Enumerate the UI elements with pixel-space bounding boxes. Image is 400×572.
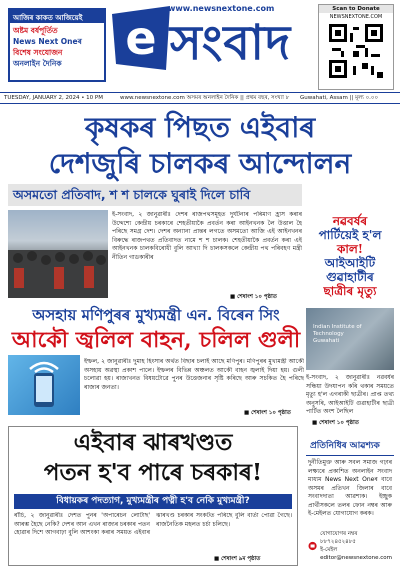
- side-body: ই-সংবাদ, ২ জানুৱাৰীঃ নৱবৰ্ষৰ সন্ধিয়া উদযাপন কৰি থকাৰ সময়তে মৃত্যু হ'ল এগৰাকী ছাত্ৰীৰ। প্ৰাপ্ত তথ্য অনুসৰি, আইআইটি গুৱাহাটীৰ ছাত্ৰী পাৰ্টিত অংশ লৈছিল: [306, 374, 394, 415]
- notice-title: প্ৰতিনিধিৰ আৱশ্যক: [306, 436, 394, 456]
- side-story: [306, 214, 394, 322]
- qr-site: NEWSNEXTONE.COM: [329, 14, 383, 20]
- side-headline-line: আইআইটি: [324, 256, 376, 270]
- photo-caption: Indian Institute of Technology Guwahati: [313, 324, 362, 344]
- manipur-headline: আকৌ জ্বলিল বাহন, চলিল গুলী: [11, 327, 301, 353]
- promo-line: News Next Oneৰ: [13, 37, 82, 46]
- qr-donate[interactable]: [318, 4, 394, 90]
- promo-line: অনলাইন দৈনিক: [13, 59, 62, 68]
- lead-headline: [0, 110, 400, 182]
- crowd-photo-icon: [8, 210, 108, 298]
- manipur-continued[interactable]: ■ শেষাংশ ১০ পৃষ্ঠাত: [244, 410, 291, 416]
- lead-subhead: অসমতো প্ৰতিবাদ, শ শ চালকে ঘুৰাই দিলে চাবি: [8, 184, 302, 206]
- side-headline-line: গুৱাহাটীৰ: [326, 270, 374, 284]
- side-headline-line: পাৰ্টিয়েই হ'ল: [318, 228, 382, 242]
- newspaper-logo-icon: [308, 537, 317, 555]
- promo-box: [8, 8, 106, 82]
- jharkhand-body: ৰাঁচি, ২ জানুৱাৰীঃ দেশত পুনৰ 'অপাৰেচন লোটাছ' আৰম্ভ হৈছে নেকি? দেশৰ আন এখন ৰাজ্যৰ চৰকাৰ পতন হোৱাৰ দিশে আগবাঢ়া বুলি আশংকা কৰাৰ সময়ত এইবাৰ ঝাৰখণ্ড চৰকাৰ সংকটত পৰিছে বুলি বাৰ্তা পোৱা গৈছে। ৰাজনৈতিক মহলত চৰ্চা চলিছে।: [14, 512, 292, 536]
- side-photo: [306, 308, 394, 370]
- notice-box: [306, 436, 394, 566]
- manipur-body: ইম্ফল, ২ জানুৱাৰীঃ দুমাহ হিংসাৰ অৰ্থত বিছাৰ চলাই আছে মণিপুৰ। মণিপুৰৰ মুখ্যমন্ত্ৰী আকৌ অসহায় অৱস্থা প্ৰকাশ পালে। ইম্ফলৰ বিভিন্ন অঞ্চলত আকৌ বাহন জ্বলাই দিয়া হয়। গুলী চলোৱা হয়। ৰাজ্যখনত বিষয়টোৱে পুনৰ উত্তেজনাৰ সৃষ্টি কৰিছে আৰু সচকিত হৈ পৰিছে ৰাজ্যৰ জনতা।: [84, 358, 304, 391]
- notice-email-label: ই-মেইল: [320, 547, 338, 553]
- manipur-photo: [8, 355, 80, 415]
- jharkhand-continued[interactable]: ■ শেষাংশ ৯ম পৃষ্ঠাত: [214, 556, 261, 562]
- lead-photo: [8, 210, 108, 298]
- qr-label: Scan to Donate: [319, 5, 393, 13]
- lead-headline-line: দেশজুৰি চালকৰ আন্দোলন: [48, 147, 352, 180]
- jharkhand-subhead: বিধায়কৰ পদত্যাগ, মুখ্যমন্ত্ৰীৰ পত্নী হ'ব নেকি মুখ্যমন্ত্ৰী?: [14, 494, 292, 509]
- promo-line: বিশেষ সংযোজন: [13, 48, 63, 57]
- dateline-location: Guwahati, Assam || মূল্য ০.০০: [300, 95, 379, 101]
- dateline-date: TUESDAY, JANUARY 2, 2024 • 10 PM: [4, 95, 103, 101]
- side-headline-line: কাল!: [336, 242, 364, 256]
- wifi-phone-icon: [8, 355, 80, 415]
- notice-phone[interactable]: ৮৮৭২৪৫২৪৮৫: [320, 539, 356, 545]
- logo-e-icon: [110, 4, 172, 74]
- manipur-kicker: অসহায় মণিপুৰৰ মুখ্যমন্ত্ৰী এন. বিৰেন সিং: [32, 306, 280, 324]
- masthead-title: সংবাদ: [170, 15, 292, 71]
- site-url[interactable]: www.newsnextone.com: [168, 4, 275, 13]
- promo-tag: আজিৰ কাকত আজিয়েই: [10, 10, 104, 23]
- notice-email[interactable]: editor@newsnextone.com: [320, 555, 392, 561]
- lead-body: ই-সংবাদ, ২ জানুৱাৰীঃ দেশৰ ৰাজপথসমূহত দুৰ্ঘটনাৰ পৰিমাণ হ্ৰাস কৰাৰ উদ্দেশ্যে কেন্দ্ৰীয় চৰকাৰে শেহতীয়াকৈ প্ৰবৰ্তন কৰা আইনখনক লৈ উত্তাল হৈ পৰিছে সমগ্ৰ দেশ। দেশৰ অন্যান্য প্ৰান্তৰ লগতে অসমতো আজি এই আইনখনৰ বিৰুদ্ধে ৰাজপথত প্ৰতিবাদত নামে শ শ চালক। শেহতীয়াকৈ প্ৰবৰ্তন কৰা এই আইনখনক চালকবিৰোধী বুলি আখ্যা দি চালকসকলে কেন্দ্ৰীয় পথ পৰিবহণ মন্ত্ৰী নীতিন গাডকাৰীৰ: [112, 211, 302, 261]
- side-headline-line: নৱবৰ্ষৰ: [332, 214, 368, 228]
- jharkhand-headline-line: পতন হ'ব পাৰে চৰকাৰ!: [43, 459, 263, 486]
- promo-line: অষ্টম বৰ্ষপূৰ্তিত: [13, 26, 58, 35]
- jharkhand-headline: [10, 428, 296, 488]
- logo: [110, 4, 172, 74]
- notice-body: দুৰ্নীতিমুক্ত আৰু সবল সমাজ গঢ়াৰ লক্ষ্যৰে প্ৰকাশিত অনলাইন সংবাদ মাধ্যম News Next Oneৰ বাবে অসমৰ প্ৰতিখন জিলাৰ বাবে সংবাদদাতা আৱশ্যক। ইচ্ছুক প্ৰাৰ্থীসকলে তলৰ ফোন নম্বৰ আৰু ই-মেইলত যোগাযোগ কৰক।: [308, 459, 392, 517]
- qr-code-icon: [326, 21, 386, 81]
- lead-continued[interactable]: ■ শেষাংশ ১০ পৃষ্ঠাত: [230, 294, 277, 300]
- side-continued[interactable]: ■ শেষাংশ ১০ পৃষ্ঠাত: [312, 420, 359, 426]
- notice-phone-label: যোগাযোগৰ নম্বৰ: [320, 531, 358, 537]
- logo-letter: e: [125, 11, 157, 65]
- dateline: [0, 92, 400, 104]
- lead-headline-line: কৃষকৰ পিছত এইবাৰ: [84, 111, 316, 144]
- jharkhand-headline-line: এইবাৰ ঝাৰখণ্ডত: [73, 429, 233, 456]
- side-headline-line: ছাত্ৰীৰ মৃত্যু: [323, 284, 377, 298]
- dateline-center: www.newsnextone.com অসমৰ অনলাইন দৈনিক || প্ৰথম বছৰ, সংখ্যা ৮: [120, 95, 290, 101]
